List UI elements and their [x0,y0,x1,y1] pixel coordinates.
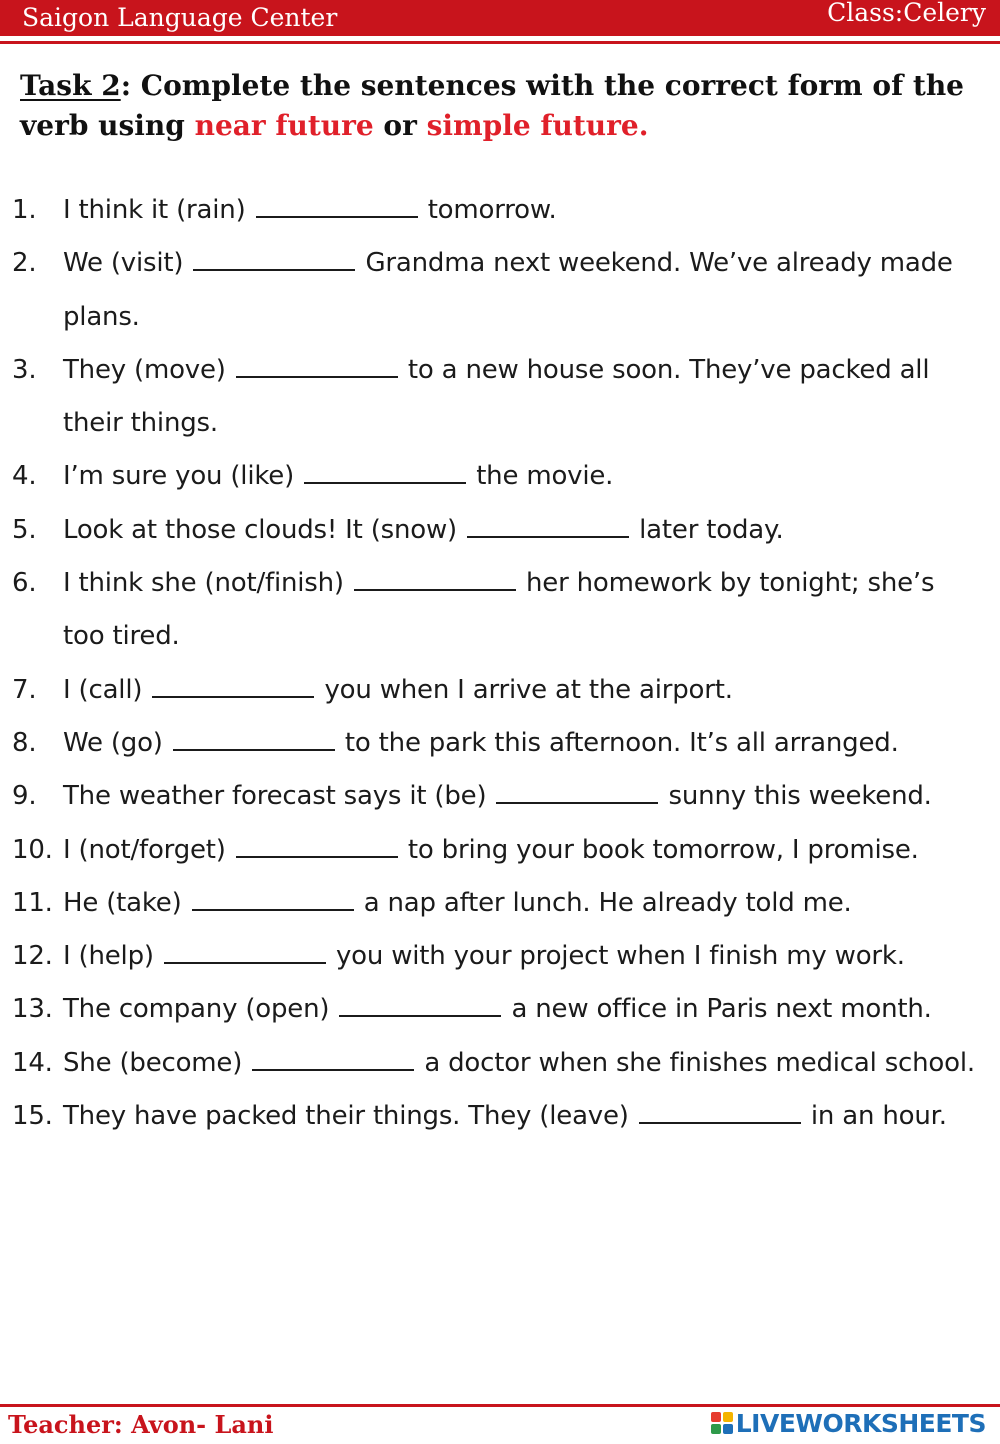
question-item-9 [0,770,1000,823]
answer-blank[interactable] [192,889,354,911]
question-text-before: The weather forecast says it (be) [63,781,487,812]
answer-blank[interactable] [339,995,501,1017]
answer-blank[interactable] [236,836,398,858]
question-number: 10. [12,834,53,865]
question-item-4 [0,450,1000,503]
question-number: 12. [12,941,53,972]
task-instruction-text: : Complete the sentences with the correct form of the verb using [20,69,964,142]
question-text-before: I (not/forget) [63,834,226,865]
class-label: Class:Celery [827,0,986,27]
answer-blank[interactable] [164,942,326,964]
question-number: 4. [12,461,37,492]
school-name: Saigon Language Center [22,3,338,32]
teacher-name: Teacher: Avon- Lani [8,1410,274,1439]
answer-blank[interactable] [467,516,629,538]
question-text-after: later today. [639,514,784,545]
question-item-5 [0,504,1000,557]
answer-blank[interactable] [252,1049,414,1071]
question-text-before: I think she (not/finish) [63,568,344,599]
exercise-list [0,184,1000,1143]
question-number: 6. [12,568,37,599]
liveworksheets-grid-icon [711,1412,733,1434]
question-text-before: They (move) [63,354,226,385]
question-item-2 [0,237,1000,344]
answer-blank[interactable] [354,569,516,591]
question-text-before: They have packed their things. They (leave) [63,1101,629,1132]
question-item-8 [0,717,1000,770]
question-text-after: a new office in Paris next month. [511,994,932,1025]
question-number: 8. [12,727,37,758]
answer-blank[interactable] [236,356,398,378]
question-text-after: you when I arrive at the airport. [324,674,733,705]
question-item-3 [0,344,1000,451]
footer-divider [0,1404,1000,1407]
question-text-after: in an hour. [810,1101,947,1132]
question-item-15 [0,1090,1000,1143]
question-item-12 [0,930,1000,983]
question-item-6 [0,557,1000,664]
question-item-13 [0,983,1000,1036]
task-instructions [20,66,980,146]
question-number: 5. [12,514,37,545]
question-text-after: you with your project when I finish my work. [335,941,905,972]
question-text-before: I think it (rain) [63,195,246,225]
question-text-after: tomorrow. [427,195,557,225]
question-number: 2. [12,248,37,279]
question-text-before: The company (open) [63,994,330,1025]
question-text-before: We (go) [63,727,163,758]
question-text-before: I (call) [63,674,143,705]
question-item-7 [0,664,1000,717]
question-text-before: Look at those clouds! It (snow) [63,514,457,545]
question-text-before: She (become) [63,1047,243,1078]
question-number: 7. [12,674,37,705]
brand-text: LIVEWORKSHEETS [735,1408,986,1438]
answer-blank[interactable] [304,462,466,484]
question-text-after: Grandma next weekend. We’ve already made plans. [63,248,953,332]
question-item-14 [0,1037,1000,1090]
question-number: 14. [12,1047,53,1078]
question-text-before: He (take) [63,887,182,918]
header-divider [0,41,1000,44]
question-text-after: her homework by tonight; she’s too tired. [63,568,935,652]
question-text-after: to the park this afternoon. It’s all arranged. [344,727,899,758]
question-text-after: a doctor when she finishes medical school. [424,1047,975,1078]
answer-blank[interactable] [496,782,658,804]
answer-blank[interactable] [256,196,418,218]
header-bar [0,0,1000,36]
question-number: 13. [12,994,53,1025]
task-label: Task 2 [20,69,121,102]
question-item-10 [0,824,1000,877]
question-text-after: sunny this weekend. [668,781,932,812]
question-text-after: the movie. [476,461,614,492]
answer-blank[interactable] [173,729,335,751]
question-item-11 [0,877,1000,930]
question-number: 9. [12,781,37,812]
answer-blank[interactable] [193,249,355,271]
question-text-after: a nap after lunch. He already told me. [363,887,852,918]
question-text-after: to a new house soon. They’ve packed all their things. [63,354,930,439]
answer-blank[interactable] [152,676,314,698]
question-number: 3. [12,354,37,385]
answer-blank[interactable] [639,1102,801,1124]
question-item-1 [0,184,1000,237]
question-number: 15. [12,1101,53,1132]
liveworksheets-logo[interactable] [711,1408,986,1438]
question-number: 11. [12,887,53,918]
near-future-term: near future [194,109,374,142]
question-text-after: to bring your book tomorrow, I promise. [407,834,919,865]
question-text-before: We (visit) [63,248,184,279]
question-number: 1. [12,195,37,225]
simple-future-term: simple future. [426,109,649,142]
question-text-before: I’m sure you (like) [63,461,295,492]
task-connector: or [373,109,427,142]
question-text-before: I (help) [63,941,154,972]
